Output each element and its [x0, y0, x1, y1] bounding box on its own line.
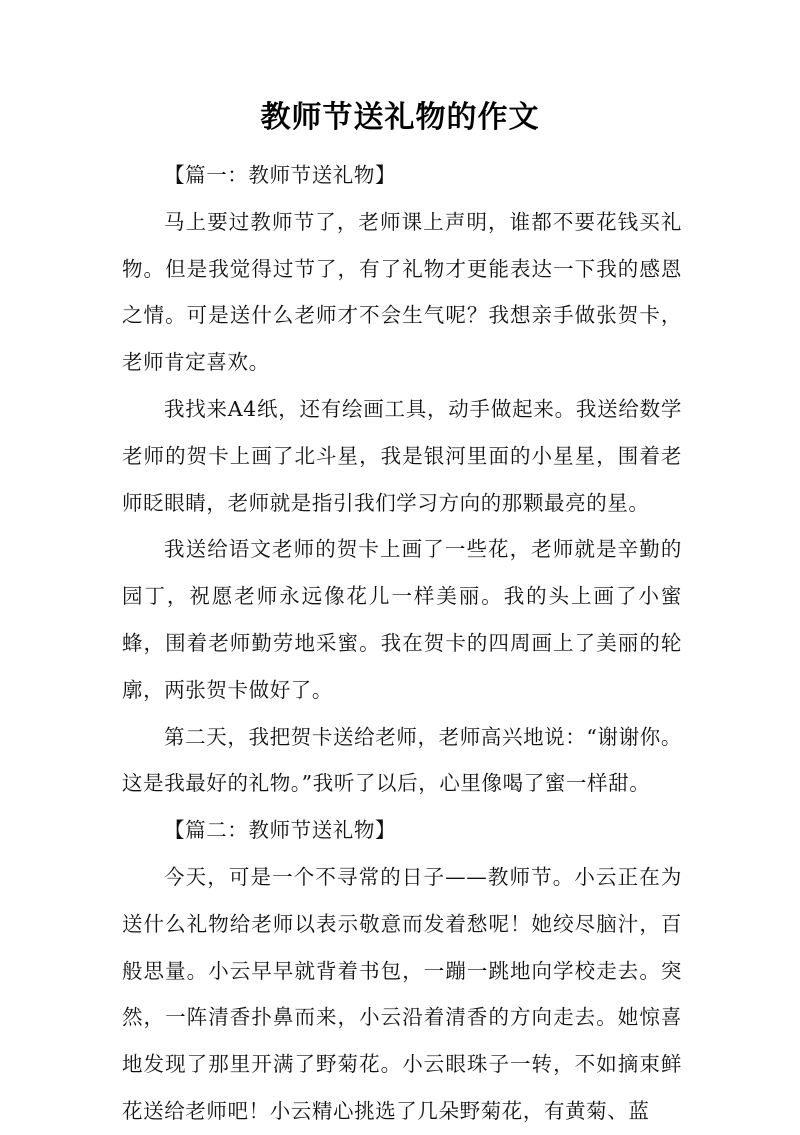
paragraph: 我送给语文老师的贺卡上画了一些花，老师就是辛勤的园丁，祝愿老师永远像花儿一样美丽。我的头上画了小蜜蜂，围着老师勤劳地采蜜。我在贺卡的四周画上了美丽的轮廓，两张贺卡做好了。	[122, 537, 682, 702]
paragraph: 第二天，我把贺卡送给老师，老师高兴地说：“谢谢你。这是我最好的礼物。”我听了以后，心里像喝了蜜一样甜。	[122, 724, 682, 796]
paragraph: 今天，可是一个不寻常的日子——教师节。小云正在为送什么礼物给老师以表示敬意而发着愁呢！她绞尽脑汁，百般思量。小云早早就背着书包，一蹦一跳地向学校走去。突然，一阵清香扑鼻而来，小云沿着清香的方向走去。她惊喜地发现了那里开满了野菊花。小云眼珠子一转，不如摘束鲜花送给老师吧！小云精心挑选了几朵野菊花，有黄菊、蓝	[122, 864, 682, 1123]
document-title: 教师节送礼物的作文	[260, 100, 540, 135]
section-heading-1: 【篇一：教师节送礼物】	[164, 163, 397, 187]
section-heading-2: 【篇二：教师节送礼物】	[164, 818, 397, 843]
paragraph: 我找来A4纸，还有绘画工具，动手做起来。我送给数学老师的贺卡上画了北斗星，我是银河里面的小星星，围着老师眨眼睛，老师就是指引我们学习方向的那颗最亮的星。	[122, 396, 682, 515]
paragraph: 马上要过教师节了，老师课上声明，谁都不要花钱买礼物。但是我觉得过节了，有了礼物才更能表达一下我的感恩之情。可是送什么老师才不会生气呢？我想亲手做张贺卡，老师肯定喜欢。	[122, 209, 682, 375]
document-body	[122, 152, 682, 1135]
